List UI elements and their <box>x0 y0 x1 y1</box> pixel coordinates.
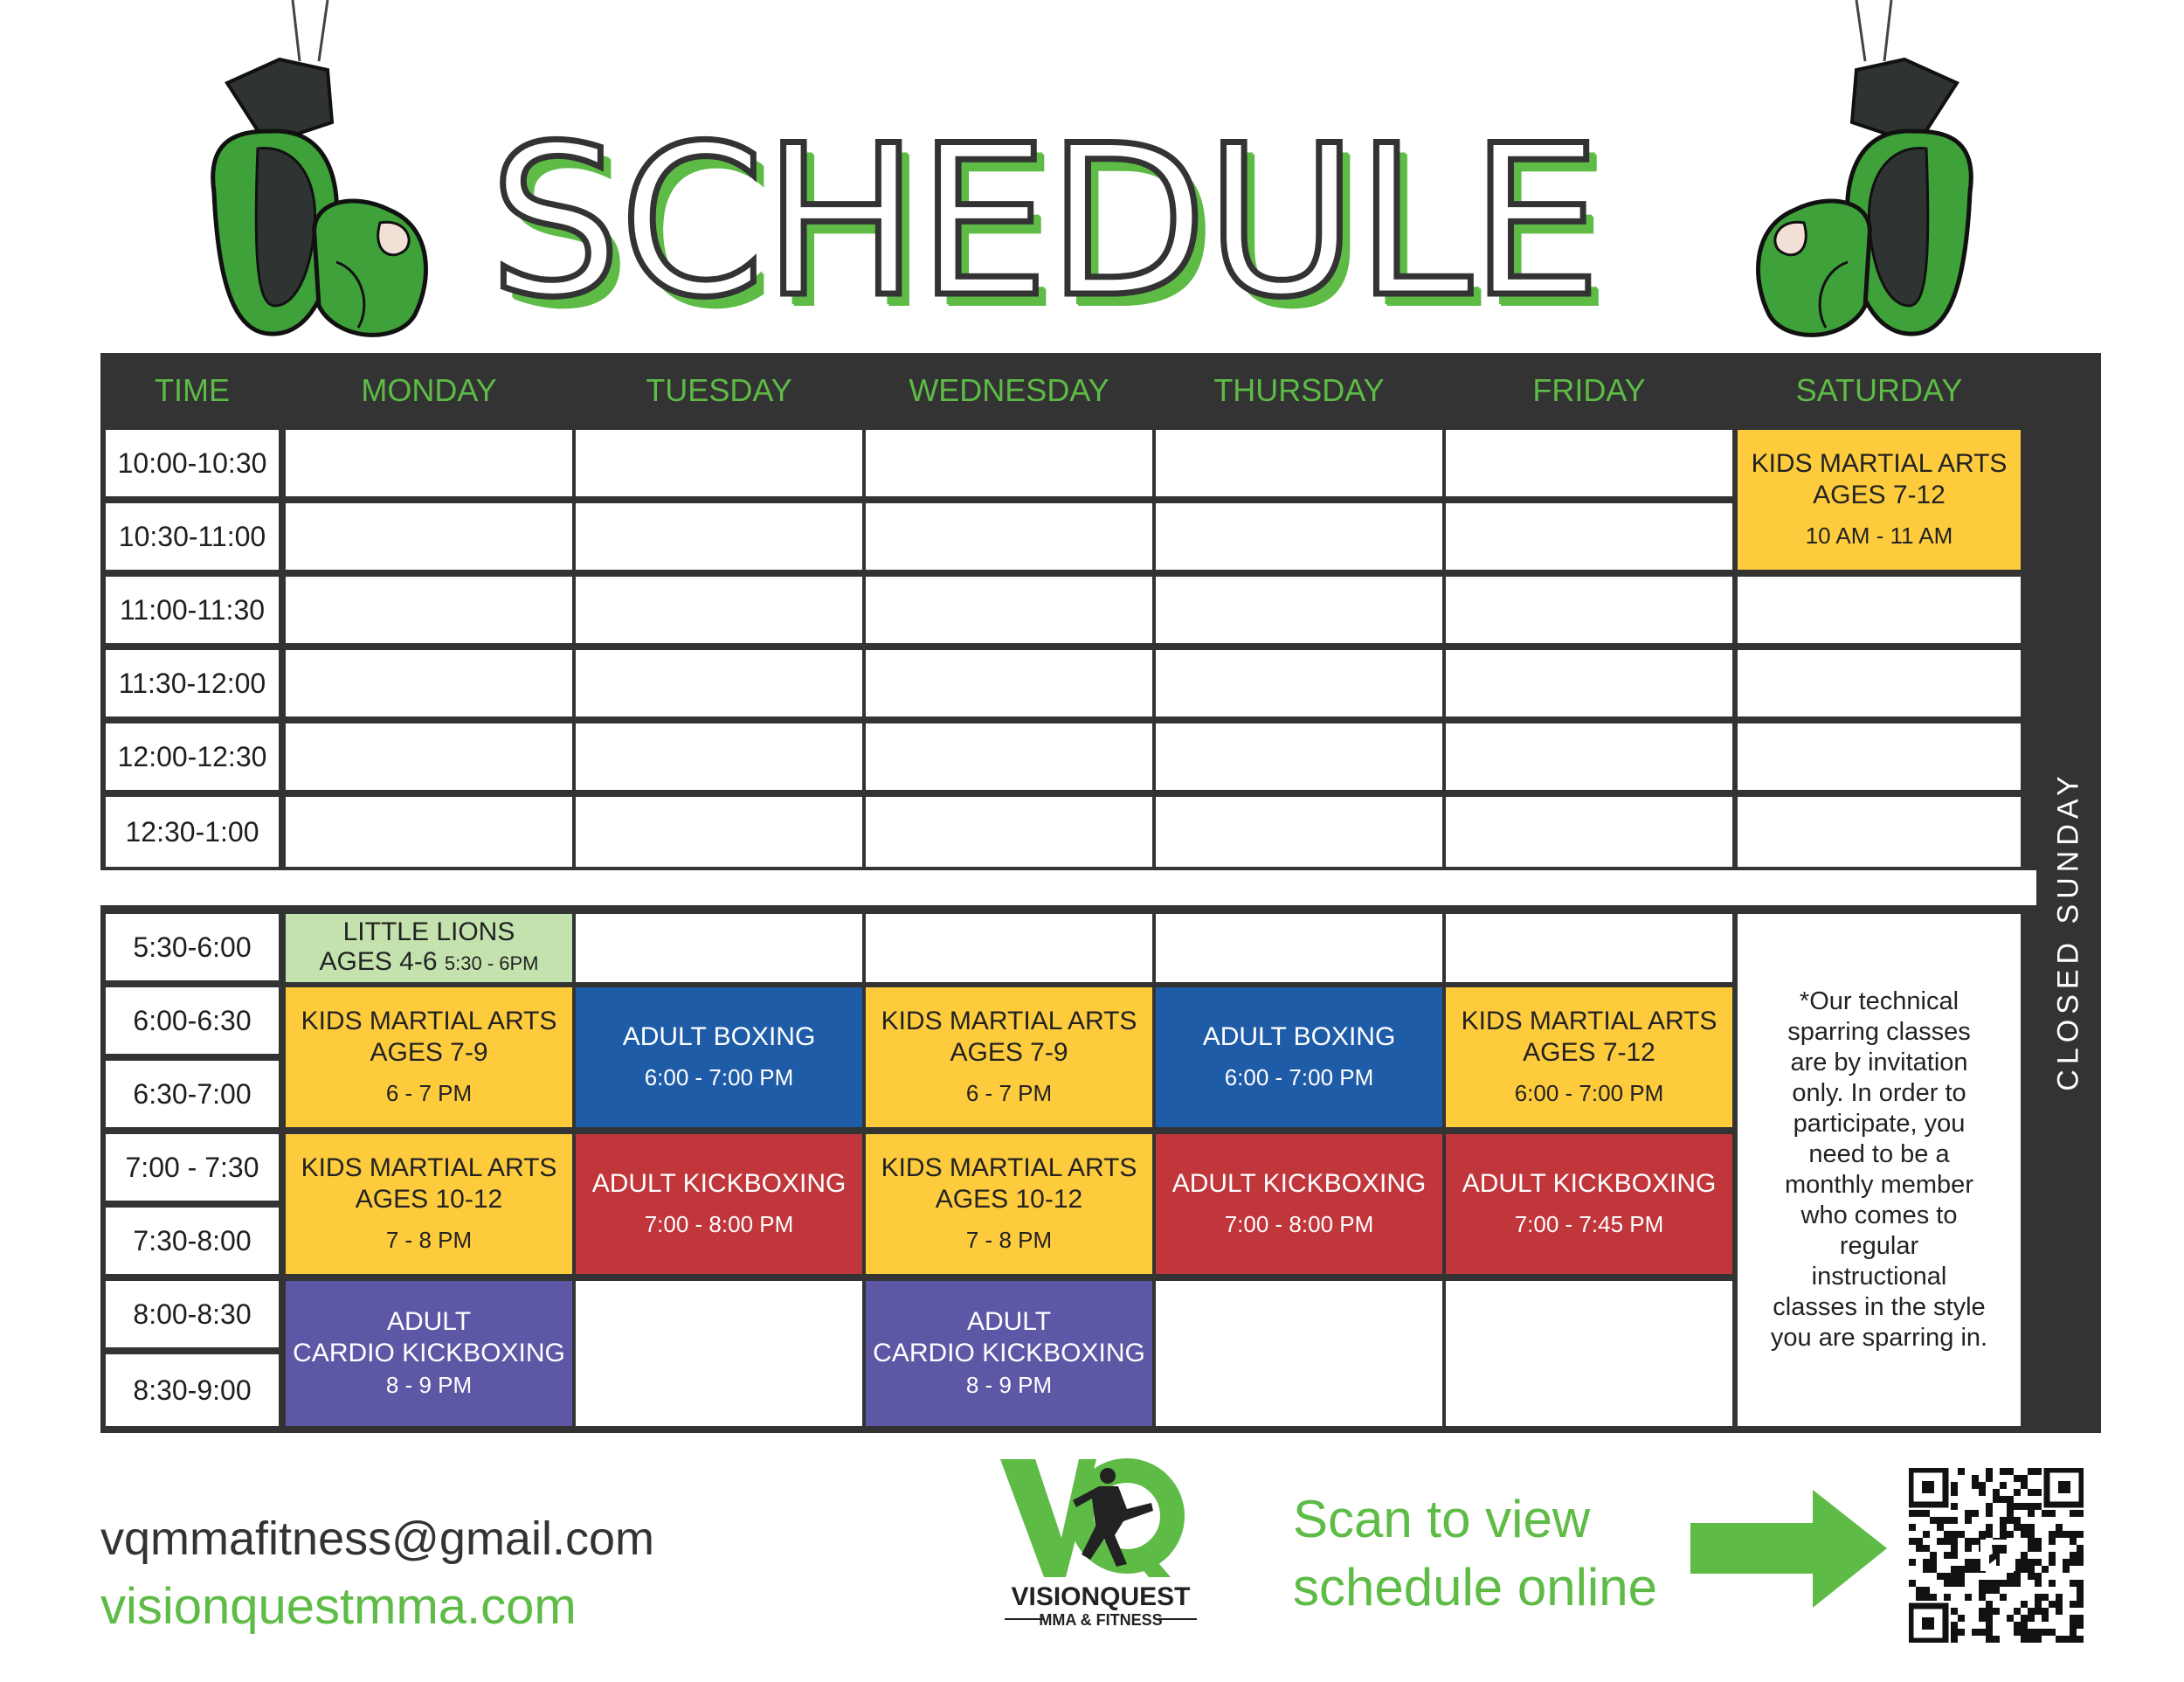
event-title: KIDS MARTIAL ARTS <box>881 1153 1137 1182</box>
time-slot: 7:00 - 7:30 <box>106 1134 279 1201</box>
empty-cell <box>866 723 1152 790</box>
event-time: 7:00 - 7:45 PM <box>1514 1211 1664 1237</box>
event-monday-little-lions <box>286 914 572 982</box>
event-time: 6:00 - 7:00 PM <box>1514 1080 1664 1106</box>
empty-cell <box>1738 723 2021 790</box>
event-title: KIDS MARTIAL ARTS <box>1461 1007 1717 1035</box>
section-divider <box>100 870 2036 905</box>
event-time: 6 - 7 PM <box>965 1080 1053 1106</box>
time-slot: 8:30-9:00 <box>106 1354 279 1426</box>
empty-cell <box>866 650 1152 716</box>
empty-cell <box>866 797 1152 867</box>
event-ages: AGES 7-9 <box>950 1038 1068 1067</box>
empty-cell <box>1156 577 1442 643</box>
event-subtitle: CARDIO KICKBOXING <box>873 1339 1145 1367</box>
event-ages-line <box>319 947 538 979</box>
event-saturday-kids-martial-arts <box>1738 430 2021 570</box>
event-title: KIDS MARTIAL ARTS <box>301 1007 557 1035</box>
event-title: ADULT KICKBOXING <box>591 1169 847 1198</box>
empty-cell <box>1156 797 1442 867</box>
time-slot: 11:00-11:30 <box>106 577 279 643</box>
empty-cell <box>286 797 572 867</box>
empty-cell <box>1446 577 1732 643</box>
event-time: 6 - 7 PM <box>385 1080 473 1106</box>
event-ages: AGES 4-6 <box>319 947 438 976</box>
event-monday-kids-10-12 <box>286 1134 572 1274</box>
empty-cell <box>1156 503 1442 570</box>
empty-cell <box>576 503 862 570</box>
event-title: ADULT KICKBOXING <box>1462 1169 1717 1198</box>
event-time: 6:00 - 7:00 PM <box>1224 1064 1374 1090</box>
event-title: KIDS MARTIAL ARTS <box>881 1007 1137 1035</box>
boxing-gloves-right-icon <box>1725 0 1987 341</box>
time-slot: 8:00-8:30 <box>106 1281 279 1347</box>
event-ages: AGES 7-12 <box>1813 481 1946 509</box>
empty-cell <box>1446 1281 1732 1426</box>
visionquest-logo <box>996 1455 1206 1630</box>
time-slot: 11:30-12:00 <box>106 650 279 716</box>
column-header-friday: FRIDAY <box>1532 372 1646 408</box>
empty-cell <box>286 503 572 570</box>
event-title: ADULT BOXING <box>1202 1022 1396 1051</box>
empty-cell <box>576 577 862 643</box>
empty-cell <box>1156 914 1442 982</box>
boxing-gloves-left-icon <box>197 0 459 341</box>
column-header-wednesday: WEDNESDAY <box>909 372 1109 408</box>
time-slot: 7:30-8:00 <box>106 1208 279 1274</box>
event-thursday-adult-boxing <box>1156 987 1442 1127</box>
empty-cell <box>1738 577 2021 643</box>
event-tuesday-adult-kickboxing <box>576 1134 862 1274</box>
empty-cell <box>1738 650 2021 716</box>
column-header-monday: MONDAY <box>361 372 497 408</box>
event-ages: AGES 10-12 <box>355 1185 503 1214</box>
event-subtitle: CARDIO KICKBOXING <box>293 1339 565 1367</box>
empty-cell <box>1446 650 1732 716</box>
event-ages: AGES 7-12 <box>1523 1038 1655 1067</box>
empty-cell <box>1446 430 1732 496</box>
event-time: 7 - 8 PM <box>965 1227 1053 1253</box>
scan-line-1: Scan to view <box>1293 1490 1591 1548</box>
arrow-right-icon <box>1690 1490 1887 1608</box>
page-title: SCHEDULE <box>489 101 1600 343</box>
scan-caption <box>1293 1485 1712 1622</box>
event-title: ADULT <box>386 1307 472 1336</box>
empty-cell <box>286 650 572 716</box>
contact-email[interactable]: vqmmafitness@gmail.com <box>100 1512 654 1565</box>
empty-cell <box>576 650 862 716</box>
event-title: KIDS MARTIAL ARTS <box>1751 449 2008 478</box>
time-slot: 10:00-10:30 <box>106 430 279 496</box>
column-header-thursday: THURSDAY <box>1213 372 1385 408</box>
event-tuesday-adult-boxing <box>576 987 862 1127</box>
event-friday-adult-kickboxing <box>1446 1134 1732 1274</box>
empty-cell <box>576 723 862 790</box>
event-ages: AGES 10-12 <box>935 1185 1083 1214</box>
event-title: LITTLE LIONS <box>342 917 515 946</box>
event-title: KIDS MARTIAL ARTS <box>301 1153 557 1182</box>
empty-cell <box>866 577 1152 643</box>
empty-cell <box>576 914 862 982</box>
time-slot: 6:00-6:30 <box>106 987 279 1054</box>
empty-cell <box>576 1281 862 1426</box>
event-time: 7:00 - 8:00 PM <box>644 1211 794 1237</box>
event-time: 8 - 9 PM <box>965 1372 1053 1398</box>
event-time: 5:30 - 6PM <box>444 952 539 974</box>
event-ages: AGES 7-9 <box>370 1038 488 1067</box>
logo-tagline: MMA & FITNESS <box>1039 1611 1163 1629</box>
column-header-saturday: SATURDAY <box>1795 372 1963 408</box>
empty-cell <box>1446 723 1732 790</box>
event-time: 8 - 9 PM <box>385 1372 473 1398</box>
event-time: 6:00 - 7:00 PM <box>644 1064 794 1090</box>
empty-cell <box>1738 797 2021 867</box>
empty-cell <box>866 430 1152 496</box>
empty-cell <box>286 430 572 496</box>
empty-cell <box>1156 1281 1442 1426</box>
sparring-note-cell <box>1738 914 2021 1426</box>
event-time: 7:00 - 8:00 PM <box>1224 1211 1374 1237</box>
closed-sunday-label: CLOSED SUNDAY <box>2051 770 2085 1091</box>
time-slot: 5:30-6:00 <box>106 914 279 980</box>
event-monday-kids-7-9 <box>286 987 572 1127</box>
event-wednesday-kids-10-12 <box>866 1134 1152 1274</box>
event-title: ADULT KICKBOXING <box>1171 1169 1427 1198</box>
empty-cell <box>1446 503 1732 570</box>
time-slot: 12:30-1:00 <box>106 797 279 867</box>
empty-cell <box>1156 723 1442 790</box>
event-monday-cardio-kickboxing <box>286 1281 572 1426</box>
event-thursday-adult-kickboxing <box>1156 1134 1442 1274</box>
column-header-tuesday: TUESDAY <box>646 372 792 408</box>
time-slot: 10:30-11:00 <box>106 503 279 570</box>
time-slot: 12:00-12:30 <box>106 723 279 790</box>
empty-cell <box>1446 914 1732 982</box>
website-link[interactable]: visionquestmma.com <box>100 1578 577 1635</box>
event-friday-kids-7-12 <box>1446 987 1732 1127</box>
empty-cell <box>576 797 862 867</box>
event-title: ADULT BOXING <box>622 1022 816 1051</box>
scan-line-2: schedule online <box>1293 1558 1657 1616</box>
empty-cell <box>1446 797 1732 867</box>
sparring-note: *Our technical sparring classes are by invitation only. In order to participate, you need to be a monthly member who comes to regular instructional classes in the style you are sparring in. <box>1770 987 1988 1352</box>
empty-cell <box>866 914 1152 982</box>
empty-cell <box>1156 430 1442 496</box>
event-title: ADULT <box>966 1307 1052 1336</box>
event-wednesday-kids-7-9 <box>866 987 1152 1127</box>
logo-name: VISIONQUEST <box>1011 1582 1191 1611</box>
event-time: 7 - 8 PM <box>385 1227 473 1253</box>
empty-cell <box>1156 650 1442 716</box>
empty-cell <box>866 503 1152 570</box>
event-time: 10 AM - 11 AM <box>1805 523 1953 549</box>
column-header-time: TIME <box>155 372 230 408</box>
qr-code[interactable] <box>1909 1468 2084 1643</box>
empty-cell <box>286 577 572 643</box>
time-slot: 6:30-7:00 <box>106 1061 279 1127</box>
empty-cell <box>286 723 572 790</box>
empty-cell <box>576 430 862 496</box>
event-wednesday-cardio-kickboxing <box>866 1281 1152 1426</box>
closed-sunday-banner <box>2036 428 2101 1433</box>
